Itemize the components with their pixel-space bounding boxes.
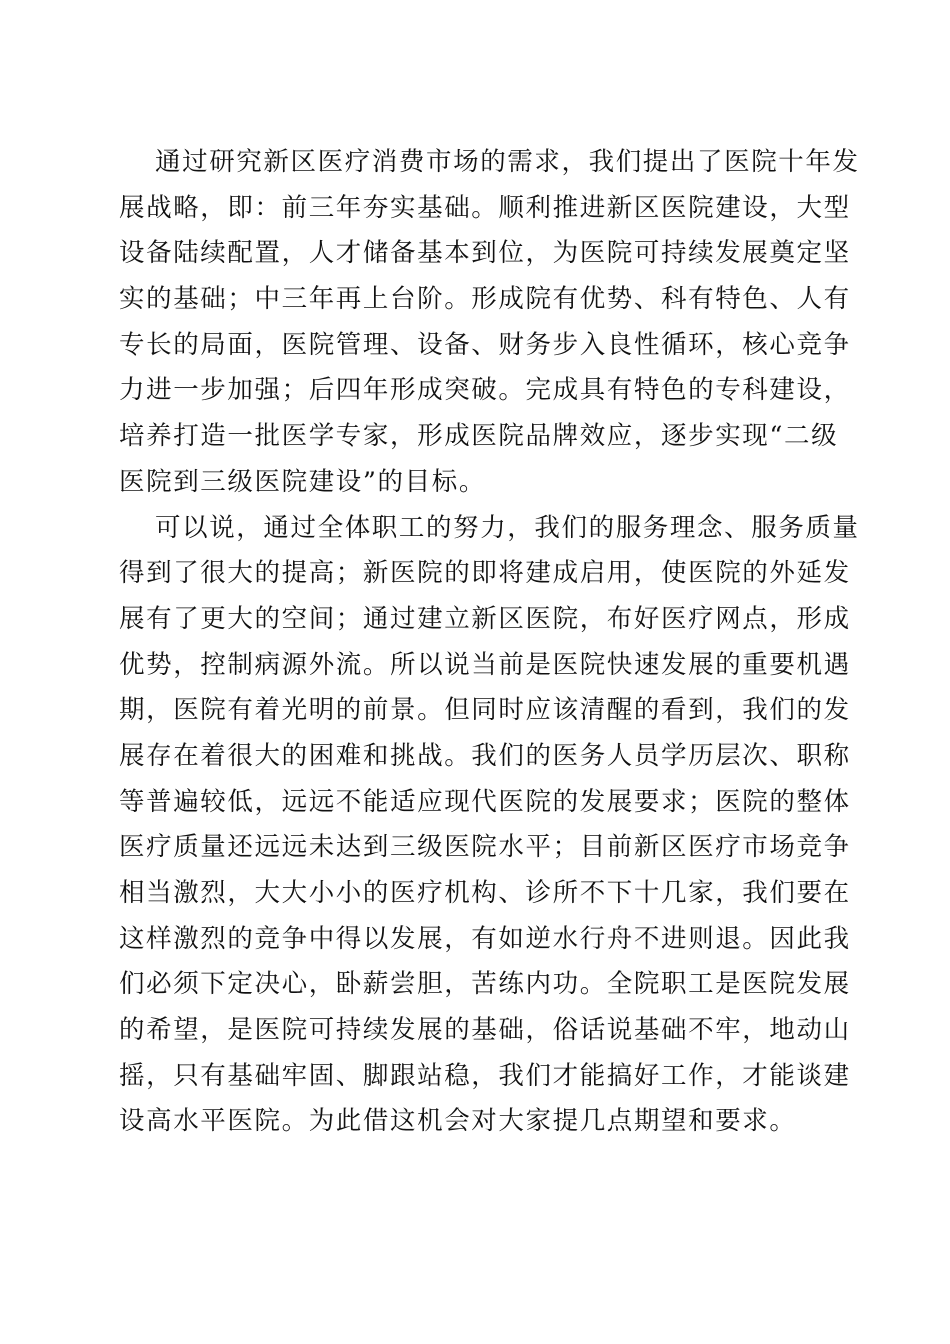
text-line: 力进一步加强；后四年形成突破。完成具有特色的专科建设， <box>119 375 851 406</box>
text-line: 们必须下定决心，卧薪尝胆，苦练内功。全院职工是医院发展 <box>119 969 851 1000</box>
text-line: 展战略，即：前三年夯实基础。顺利推进新区医院建设，大型 <box>119 192 851 223</box>
text-line: 培养打造一批医学专家，形成医院品牌效应，逐步实现“二级 <box>119 421 839 452</box>
text-line: 通过研究新区医疗消费市场的需求，我们提出了医院十年发 <box>155 147 860 177</box>
text-line: 摇，只有基础牢固、脚跟站稳，我们才能搞好工作，才能谈建 <box>119 1060 851 1091</box>
text-line: 设备陆续配置，人才储备基本到位，为医院可持续发展奠定坚 <box>119 238 851 269</box>
text-line: 展有了更大的空间；通过建立新区医院，布好医疗网点，形成 <box>119 603 851 634</box>
paragraph-1 <box>119 140 860 506</box>
text-line: 得到了很大的提高；新医院的即将建成启用，使医院的外延发 <box>119 558 851 589</box>
paragraph-2 <box>119 506 860 1146</box>
text-line: 等普遍较低，远远不能适应现代医院的发展要求；医院的整体 <box>119 786 851 817</box>
text-line: 专长的局面，医院管理、设备、财务步入良性循环，核心竞争 <box>119 329 851 360</box>
text-line: 实的基础；中三年再上台阶。形成院有优势、科有特色、人有 <box>119 284 851 315</box>
text-line: 的希望，是医院可持续发展的基础，俗话说基础不牢，地动山 <box>119 1015 851 1046</box>
text-line: 期，医院有着光明的前景。但同时应该清醒的看到，我们的发 <box>119 695 851 726</box>
text-line: 相当激烈，大大小小的医疗机构、诊所不下十几家，我们要在 <box>119 878 851 908</box>
text-line: 设高水平医院。为此借这机会对大家提几点期望和要求。 <box>119 1106 797 1137</box>
text-line: 可以说，通过全体职工的努力，我们的服务理念、服务质量 <box>155 512 860 543</box>
text-line: 医疗质量还远远未达到三级医院水平；目前新区医疗市场竞争 <box>119 832 851 863</box>
text-line: 这样激烈的竞争中得以发展，有如逆水行舟不进则退。因此我 <box>119 923 851 954</box>
text-line: 优势，控制病源外流。所以说当前是医院快速发展的重要机遇 <box>119 649 851 680</box>
document-page <box>119 140 860 1145</box>
text-line: 医院到三级医院建设”的目标。 <box>119 466 486 497</box>
text-line: 展存在着很大的困难和挑战。我们的医务人员学历层次、职称 <box>119 740 851 771</box>
